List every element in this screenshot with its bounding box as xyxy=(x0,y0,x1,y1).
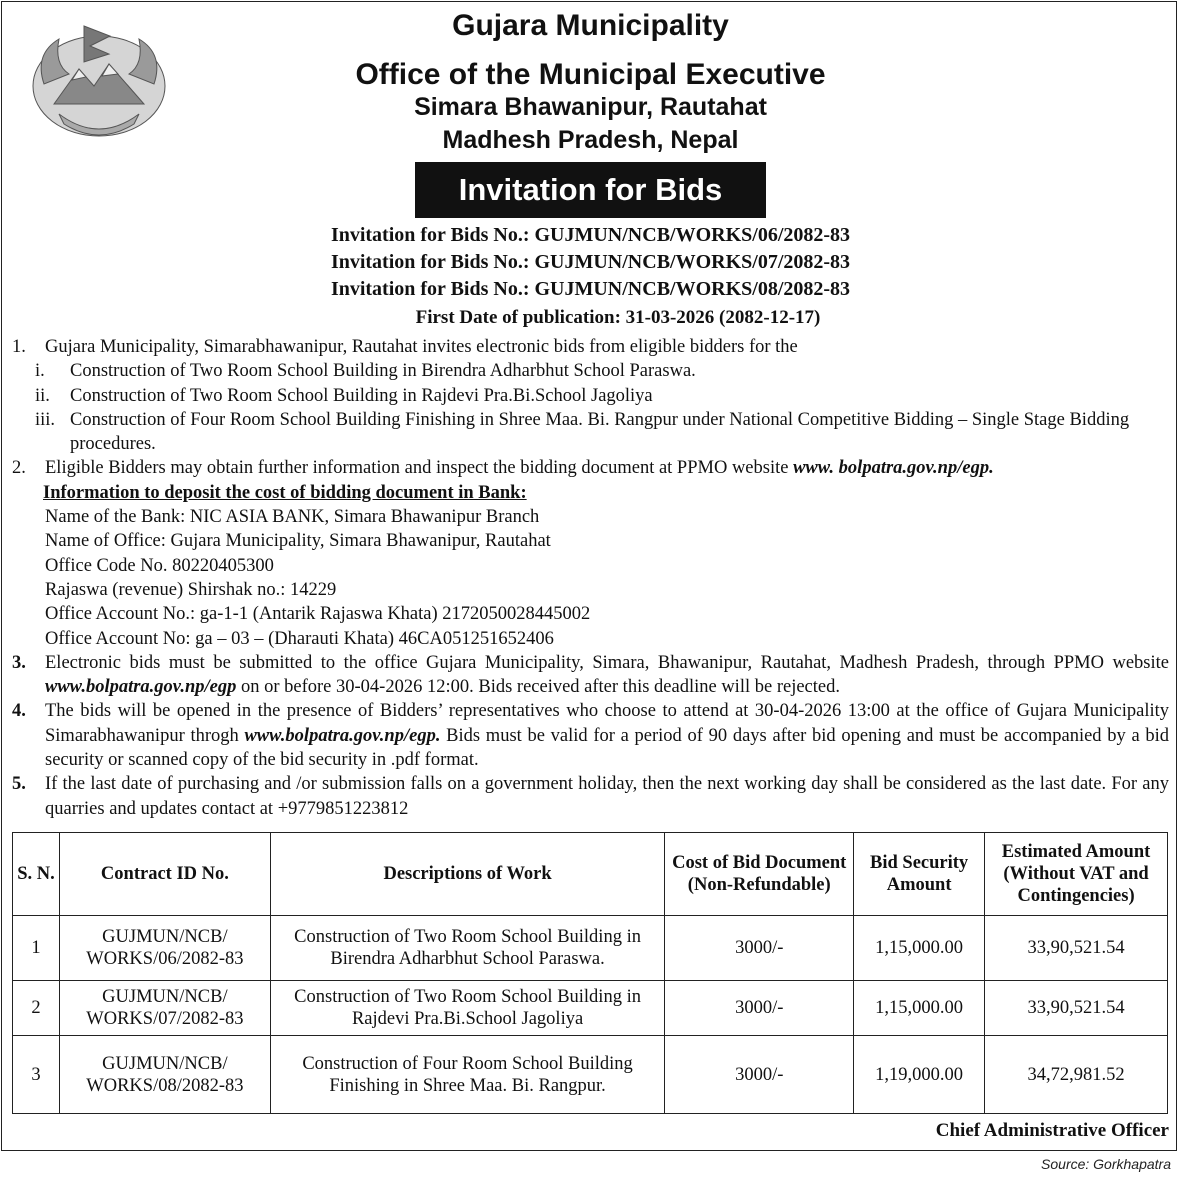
security-cell: 1,15,000.00 xyxy=(854,916,985,981)
contract-id-cell: GUJMUN/NCB/ WORKS/06/2082-83 xyxy=(59,916,270,981)
work-item xyxy=(12,384,1169,408)
paragraph-number: 1. xyxy=(12,337,26,357)
security-cell: 1,15,000.00 xyxy=(854,981,985,1036)
description-cell: Construction of Two Room School Building in Rajdevi Pra.Bi.School Jagoliya xyxy=(270,981,664,1036)
item-text: Construction of Two Room School Building in Rajdevi Pra.Bi.School Jagoliya xyxy=(70,385,653,406)
column-header: S. N. xyxy=(13,833,60,916)
bid-reference: Invitation for Bids No.: GUJMUN/NCB/WORKS/07/2082-83 xyxy=(330,251,851,273)
column-header: Cost of Bid Document (Non-Refundable) xyxy=(665,833,854,916)
sn-cell: 1 xyxy=(13,916,60,981)
item-numeral: iii. xyxy=(35,409,56,430)
security-cell: 1,19,000.00 xyxy=(854,1036,985,1114)
column-header: Estimated Amount (Without VAT and Contingencies) xyxy=(985,833,1168,916)
item-text: Construction of Four Room School Building Finishing in Shree Maa. Bi. Rangpur under National Competitive Bidding – Single Stage Bidding procedures. xyxy=(70,409,1130,455)
table-row xyxy=(13,981,1168,1036)
estimate-cell: 33,90,521.54 xyxy=(985,981,1168,1036)
bank-info-line: Office Account No.: ga-1-1 (Antarik Rajaswa Khata) 2172050028445002 xyxy=(45,604,591,625)
signatory: Chief Administrative Officer xyxy=(935,1120,1169,1141)
bank-info-heading: Information to deposit the cost of bidding document in Bank: xyxy=(43,482,527,503)
item-numeral: i. xyxy=(35,361,45,382)
estimate-cell: 33,90,521.54 xyxy=(985,916,1168,981)
table-row xyxy=(13,916,1168,981)
paragraph-text: Bids must be valid for a period of 90 days after bid opening and must be accompanied by a bid security or scanned copy of the bid security in .pdf format. xyxy=(45,725,1170,771)
cost-cell: 3000/- xyxy=(665,916,854,981)
bank-info-line: Name of the Bank: NIC ASIA BANK, Simara Bhawanipur Branch xyxy=(45,507,540,528)
description-cell: Construction of Two Room School Building in Birendra Adharbhut School Paraswa. xyxy=(270,916,664,981)
paragraph-5 xyxy=(12,772,1169,821)
location-line-2: Madhesh Pradesh, Nepal xyxy=(442,126,739,154)
ppmo-link[interactable]: www. bolpatra.gov.np/egp. xyxy=(793,458,994,479)
paragraph-2 xyxy=(12,456,1169,480)
paragraph-number: 4. xyxy=(12,701,26,722)
publication-date: First Date of publication: 31-03-2026 (2082-12-17) xyxy=(415,307,821,328)
paragraph-4 xyxy=(12,699,1169,772)
table-row xyxy=(13,1036,1168,1114)
source-credit: Source: Gorkhapatra xyxy=(1041,1156,1171,1172)
paragraph-text: Electronic bids must be submitted to the office Gujara Municipality, Simara, Bhawanipur, Rautahat, Madhesh Pradesh, through PPMO website xyxy=(45,652,1169,673)
description-cell: Construction of Four Room School Building Finishing in Shree Maa. Bi. Rangpur. xyxy=(270,1036,664,1114)
work-item xyxy=(12,359,1169,383)
office-name: Office of the Municipal Executive xyxy=(355,58,826,91)
paragraph-text: The bids will be opened in the presence of Bidders’ representatives who choose to attend at 30-04-2026 13:00 at the office of Gujara Municipality Simarabhawanipur throgh xyxy=(45,701,1169,746)
page-title: Invitation for Bids xyxy=(415,162,766,218)
item-numeral: ii. xyxy=(35,385,50,406)
municipality-name: Gujara Municipality xyxy=(452,9,729,42)
bank-info-line: Rajaswa (revenue) Shirshak no.: 14229 xyxy=(45,579,337,600)
paragraph-number: 3. xyxy=(12,652,26,673)
location-line-1: Simara Bhawanipur, Rautahat xyxy=(414,93,767,121)
cost-cell: 3000/- xyxy=(665,1036,854,1114)
column-header: Bid Security Amount xyxy=(854,833,985,916)
bank-info-line: Name of Office: Gujara Municipality, Simara Bhawanipur, Rautahat xyxy=(45,531,551,552)
paragraph-3 xyxy=(12,651,1169,700)
item-text: Construction of Two Room School Building in Birendra Adharbhut School Paraswa. xyxy=(70,361,696,382)
paragraph-number: 5. xyxy=(12,774,26,795)
bid-reference: Invitation for Bids No.: GUJMUN/NCB/WORKS/06/2082-83 xyxy=(330,224,851,246)
contract-id-cell: GUJMUN/NCB/ WORKS/07/2082-83 xyxy=(59,981,270,1036)
paragraph-text: If the last date of purchasing and /or submission falls on a government holiday, then the next working day shall be considered as the last date. For any quarries and updates contact at +9779851223812 xyxy=(45,774,1169,819)
table-header-row xyxy=(13,833,1168,916)
column-header: Descriptions of Work xyxy=(270,833,664,916)
sn-cell: 3 xyxy=(13,1036,60,1114)
bank-info-line: Office Code No. 80220405300 xyxy=(45,555,274,576)
bids-table xyxy=(12,832,1168,1114)
paragraph-1 xyxy=(12,335,1169,359)
cost-cell: 3000/- xyxy=(665,981,854,1036)
work-item xyxy=(12,408,1169,457)
ppmo-link[interactable]: www.bolpatra.gov.np/egp xyxy=(45,677,237,698)
paragraph-text: Gujara Municipality, Simarabhawanipur, Rautahat invites electronic bids from eligible bidders for the xyxy=(45,337,798,357)
bank-info-line: Office Account No: ga – 03 – (Dharauti Khata) 46CA051251652406 xyxy=(45,628,554,649)
paragraph-number: 2. xyxy=(12,458,26,479)
sn-cell: 2 xyxy=(13,981,60,1036)
contract-id-cell: GUJMUN/NCB/ WORKS/08/2082-83 xyxy=(59,1036,270,1114)
bid-reference: Invitation for Bids No.: GUJMUN/NCB/WORKS/08/2082-83 xyxy=(330,278,851,300)
ppmo-link[interactable]: www.bolpatra.gov.np/egp. xyxy=(244,725,441,746)
bid-references xyxy=(0,222,1181,303)
paragraph-text: Eligible Bidders may obtain further information and inspect the bidding document at PPMO website xyxy=(45,458,789,479)
notice-body xyxy=(12,335,1169,821)
paragraph-text: on or before 30-04-2026 12:00. Bids received after this deadline will be rejected. xyxy=(240,677,840,698)
column-header: Contract ID No. xyxy=(59,833,270,916)
estimate-cell: 34,72,981.52 xyxy=(985,1036,1168,1114)
